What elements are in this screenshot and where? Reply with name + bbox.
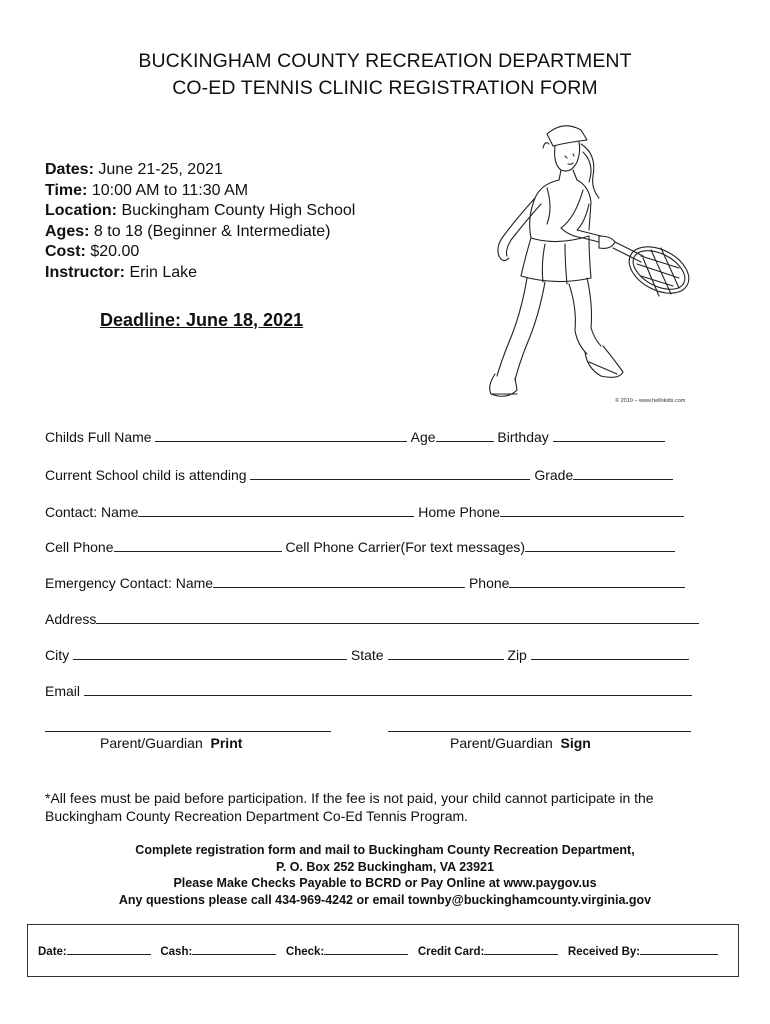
illustration-caption: © 2010 – www.hellokids.com bbox=[615, 398, 686, 404]
dates-label: Dates: bbox=[45, 161, 94, 178]
dates-row bbox=[45, 160, 355, 181]
emergency-name-field[interactable] bbox=[213, 574, 465, 588]
email-row bbox=[45, 682, 692, 699]
office-credit-card-label: Credit Card: bbox=[417, 946, 485, 958]
instructor-label: Instructor: bbox=[45, 263, 125, 281]
office-date-field[interactable] bbox=[67, 943, 151, 955]
child-name-field[interactable] bbox=[155, 428, 407, 442]
emergency-name-label: Emergency Contact: Name bbox=[45, 575, 214, 591]
contact-name-field[interactable] bbox=[138, 503, 414, 517]
zip-field[interactable] bbox=[531, 646, 689, 660]
parent-sign-line[interactable] bbox=[388, 731, 691, 732]
city-label: City bbox=[45, 647, 70, 663]
school-field[interactable] bbox=[250, 466, 530, 480]
address-row bbox=[45, 610, 699, 627]
contact-row bbox=[45, 503, 684, 520]
home-phone-label: Home Phone bbox=[418, 504, 500, 520]
age-label: Age bbox=[410, 429, 436, 445]
time-row bbox=[45, 181, 355, 202]
school-label: Current School child is attending bbox=[45, 467, 247, 483]
ages-label: Ages: bbox=[45, 222, 90, 240]
office-cash-label: Cash: bbox=[160, 946, 193, 958]
office-check-field[interactable] bbox=[324, 943, 408, 955]
form-title-line1: BUCKINGHAM COUNTY RECREATION DEPARTMENT bbox=[138, 50, 632, 72]
parent-print-label: Parent/Guardian bbox=[100, 735, 203, 751]
cell-carrier-label: Cell Phone Carrier(For text messages) bbox=[285, 539, 526, 555]
mail-line1: Complete registration form and mail to Buckingham County Recreation Department, bbox=[135, 843, 635, 857]
clinic-info bbox=[45, 160, 355, 284]
form-title-line2: CO-ED TENNIS CLINIC REGISTRATION FORM bbox=[172, 77, 598, 99]
cell-phone-label: Cell Phone bbox=[45, 539, 114, 555]
city-field[interactable] bbox=[73, 646, 347, 660]
parent-sign-bold: Sign bbox=[560, 735, 591, 751]
instructor-row bbox=[45, 263, 355, 284]
office-credit-card-field[interactable] bbox=[484, 943, 558, 955]
child-info-row bbox=[45, 428, 665, 445]
home-phone-field[interactable] bbox=[500, 503, 684, 517]
city-row bbox=[45, 646, 689, 663]
birthday-field[interactable] bbox=[553, 428, 665, 442]
zip-label: Zip bbox=[507, 647, 527, 663]
parent-print-line[interactable] bbox=[45, 731, 331, 732]
location-row bbox=[45, 201, 355, 222]
parent-sign-caption bbox=[450, 735, 591, 751]
emergency-phone-field[interactable] bbox=[509, 574, 685, 588]
instructor-value: Erin Lake bbox=[125, 263, 198, 281]
mail-line2: P. O. Box 252 Buckingham, VA 23921 bbox=[276, 859, 494, 874]
tennis-player-illustration bbox=[465, 118, 705, 408]
parent-print-caption bbox=[100, 735, 242, 751]
mail-line3: Please Make Checks Payable to BCRD or Pay Online at www.paygov.us bbox=[173, 876, 597, 890]
address-label: Address bbox=[45, 611, 97, 627]
email-label: Email bbox=[45, 683, 81, 699]
office-check-label: Check: bbox=[285, 946, 325, 958]
fee-note: *All fees must be paid before participation. If the fee is not paid, your child cannot participate in the Buckingham County Recreation Department Co-Ed Tennis Program. bbox=[45, 790, 654, 824]
birthday-label: Birthday bbox=[497, 429, 549, 445]
office-received-by-label: Received By: bbox=[567, 946, 641, 958]
dates-value: June 21-25, 2021 bbox=[93, 161, 223, 178]
cost-value: $20.00 bbox=[85, 243, 140, 261]
ages-row bbox=[45, 222, 355, 243]
cell-row bbox=[45, 538, 675, 555]
child-name-label: Childs Full Name bbox=[45, 429, 152, 445]
mailing-instructions bbox=[0, 842, 770, 908]
cost-label: Cost: bbox=[45, 243, 86, 261]
state-label: State bbox=[350, 647, 384, 663]
emergency-row bbox=[45, 574, 685, 591]
parent-print-bold: Print bbox=[210, 735, 243, 751]
cell-carrier-field[interactable] bbox=[525, 538, 675, 552]
office-use-row bbox=[38, 943, 718, 958]
office-cash-field[interactable] bbox=[192, 943, 276, 955]
grade-label: Grade bbox=[534, 467, 574, 483]
deadline: Deadline: June 18, 2021 bbox=[100, 310, 304, 330]
contact-name-label: Contact: Name bbox=[45, 504, 139, 520]
address-field[interactable] bbox=[96, 610, 699, 624]
location-value: Buckingham County High School bbox=[117, 202, 356, 220]
location-label: Location: bbox=[45, 202, 117, 220]
time-label: Time: bbox=[45, 181, 88, 199]
email-field[interactable] bbox=[84, 682, 692, 696]
ages-value: 8 to 18 (Beginner & Intermediate) bbox=[89, 222, 331, 240]
school-row bbox=[45, 466, 673, 483]
grade-field[interactable] bbox=[573, 466, 673, 480]
age-field[interactable] bbox=[436, 428, 494, 442]
cost-row bbox=[45, 242, 355, 263]
mail-line4: Any questions please call 434-969-4242 or email townby@buckinghamcounty.virginia.gov bbox=[118, 892, 652, 907]
office-received-by-field[interactable] bbox=[640, 943, 718, 955]
emergency-phone-label: Phone bbox=[468, 575, 510, 591]
office-date-label: Date: bbox=[38, 946, 67, 958]
parent-sign-label: Parent/Guardian bbox=[450, 735, 553, 751]
time-value: 10:00 AM to 11:30 AM bbox=[87, 181, 249, 199]
cell-phone-field[interactable] bbox=[114, 538, 282, 552]
state-field[interactable] bbox=[388, 646, 504, 660]
